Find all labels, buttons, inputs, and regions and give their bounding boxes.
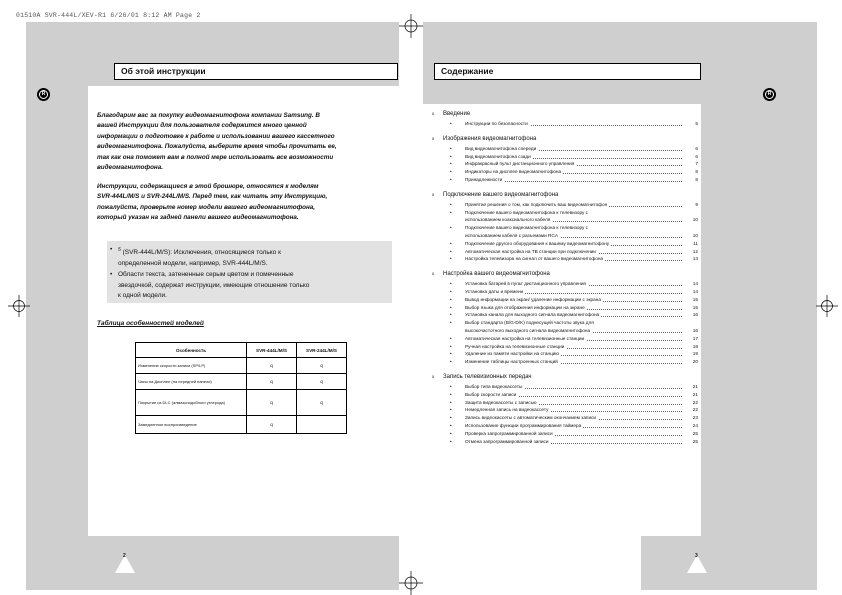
- toc-section-title: Подключение вашего видеомагнитофона: [443, 191, 559, 198]
- toc-entry: [450, 153, 698, 161]
- toc-entry-label: Запись видеокассеты с автоматическим окончанием записи: [465, 415, 597, 421]
- toc-entry-bullet: •: [450, 296, 452, 302]
- table-header-row: [136, 343, 347, 358]
- toc-entry-page: 14: [692, 281, 698, 287]
- right-region-badge: R: [763, 88, 776, 101]
- table-cell-mark: q: [247, 358, 297, 374]
- toc-entry-label: Инструкции по безопасности: [465, 121, 528, 126]
- note-2-line-1: Области текста, затененные серым цветом и помеченные: [118, 271, 294, 278]
- intro-paragraph-1-line: информации о подготовке к работе и использовании вашего кассетного: [97, 132, 335, 140]
- toc-entry: [450, 320, 698, 327]
- toc-entry-page: 10: [692, 233, 698, 238]
- toc-entry-label: высокочастотного выходного сигнала видеомагнитофона: [465, 328, 591, 333]
- toc-entry-bullet: •: [450, 351, 452, 357]
- toc-entry-label: Выбор типа видеокассеты: [465, 384, 523, 389]
- toc-entry-page: 6: [695, 153, 698, 159]
- toc-section-heading: [432, 192, 558, 198]
- toc-entry: [450, 281, 698, 288]
- toc-entry-label: Отмена запрограммированной записи: [465, 438, 549, 444]
- registration-mark-left: [8, 295, 30, 317]
- left-page-title: Об этой инструкции: [114, 63, 398, 80]
- toc-entry-page: 9: [695, 201, 698, 207]
- intro-paragraph-2-line: SVR-444L/M/S и SVR-244L/M/S. Перед тем, как читать эту Инструкцию,: [97, 193, 328, 201]
- toc-entry: [450, 304, 698, 312]
- toc-entry: [450, 209, 698, 217]
- toc-entry-label: Вывод информации на экран/ удаление информации с экрана: [465, 296, 601, 302]
- toc-entry-label: Выбор языка для отображения информации на экране: [465, 304, 585, 310]
- toc-entry-bullet: •: [450, 177, 452, 182]
- toc-entry-bullet: •: [450, 281, 452, 287]
- table-row: [136, 374, 347, 390]
- table-header-feature: Особенность: [136, 343, 247, 358]
- toc-section-title: Запись телевизионных передач: [443, 374, 532, 380]
- toc-entry-bullet: •: [450, 209, 452, 215]
- toc-entry-bullet: •: [450, 201, 452, 207]
- toc-entry: [450, 399, 698, 407]
- right-page-number: 3: [695, 553, 698, 559]
- toc-entry: [450, 335, 698, 343]
- registration-mark-bottom: [399, 571, 423, 595]
- note-1-line-2: определенной модели, например, SVR-444L/M/S.: [118, 259, 268, 267]
- toc-entry-page: 11: [693, 240, 698, 246]
- table-cell-mark: q: [297, 390, 347, 416]
- toc-entry-label: Выбор скорости записи: [465, 391, 517, 397]
- toc-entry: [450, 359, 698, 366]
- toc-entry: [450, 256, 698, 263]
- toc-entry: [450, 248, 698, 256]
- intro-paragraph-1-line: Благодарим вас за покупку видеомагнитофона компании Samsung. В: [97, 112, 320, 119]
- left-page-number: 2: [123, 553, 126, 559]
- toc-entry-page: 15: [692, 296, 698, 302]
- toc-entry-bullet: •: [450, 145, 452, 151]
- toc-section-marker: x: [432, 374, 435, 379]
- right-page-title: Содержание: [434, 63, 701, 80]
- toc-entry: [450, 225, 698, 232]
- toc-entry-bullet: •: [450, 343, 452, 349]
- table-cell-mark: q: [297, 374, 347, 390]
- intro-paragraph-1: [97, 111, 387, 173]
- toc-entry: [450, 407, 698, 414]
- toc-entry-label: Вид видеомагнитофона спереди: [465, 145, 537, 151]
- toc-entry-label: Принадлежности: [465, 177, 503, 182]
- toc-entry: [450, 145, 698, 153]
- toc-entry-page: 22: [692, 399, 698, 405]
- feature-table-title: Таблица особенностей моделей: [97, 320, 204, 327]
- intro-paragraph-1-line: так как она поможет вам в полной мере использовать все возможности: [97, 153, 334, 161]
- toc-entry-label: Проверка запрограммированной записи: [465, 430, 553, 436]
- toc-entry-bullet: •: [450, 256, 452, 262]
- toc-entry: [450, 240, 698, 248]
- table-cell-mark: q: [297, 358, 347, 374]
- toc-entry-bullet: •: [450, 430, 452, 436]
- toc-entry-label: Принятие решения о том, как подключить ваш видеомагнитофон: [465, 201, 608, 207]
- toc-section-marker: x: [432, 135, 435, 141]
- toc-entry-label: Немедленная запись на видеокассету: [465, 407, 549, 413]
- toc-entry-label: Защита видеокассеты с записью: [465, 399, 537, 405]
- toc-section-marker: x: [432, 111, 435, 116]
- toc-entry: [450, 289, 698, 296]
- toc-entry-label: Инфракрасный пульт дистанционного управления: [465, 161, 575, 167]
- toc-entry-bullet: •: [450, 384, 452, 389]
- toc-section-marker: x: [432, 271, 435, 277]
- toc-entry-page: 18: [692, 343, 698, 349]
- toc-entry: [450, 423, 698, 430]
- toc-entry: [450, 351, 698, 358]
- toc-entry-page: 16: [692, 312, 698, 318]
- toc-entry: [450, 415, 698, 422]
- toc-entry-bullet: •: [450, 438, 452, 444]
- intro-paragraph-1-line: видеомагнитофона. Пожалуйста, выберите время чтобы прочитать ее,: [97, 143, 337, 151]
- toc-entry-bullet: •: [450, 121, 452, 126]
- table-row: [136, 358, 347, 374]
- toc-entry-bullet: •: [450, 415, 452, 421]
- toc-entry-page: 8: [695, 169, 698, 175]
- intro-paragraph-1-line: видеомагнитофона.: [97, 164, 163, 172]
- note-2-line-3: к одной модели.: [118, 292, 167, 299]
- toc-entry-page: 23: [692, 415, 698, 421]
- toc-section-title: Изображения видеомагнитофона: [443, 135, 537, 142]
- toc-entry-page: 22: [692, 407, 698, 413]
- toc-entry-page: 15: [692, 304, 698, 310]
- intro-paragraph-2: [97, 182, 387, 224]
- table-cell-mark: q: [247, 390, 297, 416]
- intro-paragraph-2-line: Инструкции, содержащиеся в этой брошюре, относятся к моделям: [97, 183, 319, 190]
- toc-section-heading: [432, 374, 532, 380]
- feature-table: [135, 342, 347, 434]
- toc-entry-label: Установка батарей в пульт дистанционного управления: [465, 281, 586, 287]
- registration-mark-top: [399, 14, 423, 38]
- toc-section-marker: x: [432, 191, 435, 197]
- note-1: [110, 245, 390, 269]
- toc-entry: [450, 296, 698, 304]
- intro-paragraph-2-line: пожалуйста, проверьте номер модели вашего видеомагнитофона,: [97, 203, 316, 211]
- toc-entry-page: 13: [692, 256, 698, 262]
- table-cell-feature: Замедленное воспроизведение: [136, 416, 247, 434]
- left-region-badge: R: [37, 88, 50, 101]
- toc-entry: [450, 121, 698, 128]
- table-cell-mark: [297, 416, 347, 434]
- toc-entry-label: Подключение другого оборудования к вашему видеомагнитофону: [465, 240, 610, 246]
- toc-entry: [450, 391, 698, 399]
- toc-entry: [454, 217, 698, 224]
- toc-entry-bullet: •: [450, 399, 452, 405]
- toc-entry-page: 24: [692, 423, 698, 428]
- toc-entry-label: Выбор стандарта (B/G-D/K) поднесущей частоты звука для: [465, 320, 594, 326]
- intro-paragraph-2-line: который указан на задней панели вашего видеомагнитофона.: [97, 214, 299, 222]
- toc-entry-label: Подключение вашего видеомагнитофона к телевизору с: [465, 209, 589, 215]
- toc-entry-label: Автоматическая настройка на ТВ станции при подключении: [465, 248, 596, 254]
- toc-entry-bullet: •: [450, 407, 452, 413]
- toc-entry-page: 5: [695, 121, 698, 126]
- toc-entry-page: 21: [692, 391, 698, 397]
- toc-entry-label: Установка даты и времени: [465, 289, 524, 294]
- toc-entry-bullet: •: [450, 359, 452, 365]
- toc-entry: [450, 430, 698, 438]
- toc-entry-label: Индикаторы на дисплее видеомагнитофона: [465, 169, 562, 175]
- toc-entry-page: 25: [692, 430, 698, 436]
- toc-entry-bullet: •: [450, 312, 452, 318]
- toc-entry-label: использованием коаксиального кабеля: [465, 217, 551, 223]
- toc-entry-page: 21: [692, 384, 698, 389]
- toc-entry-bullet: •: [450, 248, 452, 254]
- toc-entry-label: Настройка телевизора на сигнал от вашего видеомагнитофона: [465, 256, 604, 262]
- table-cell-mark: q: [247, 416, 297, 434]
- table-cell-feature: Изменение скорости записи (SP/LP): [136, 358, 247, 374]
- toc-entry: [450, 161, 698, 168]
- toc-section-title: Введение: [443, 111, 471, 117]
- toc-entry-bullet: •: [450, 320, 452, 326]
- toc-entry-bullet: •: [450, 423, 452, 428]
- toc-entry-page: 19: [692, 351, 698, 357]
- note-1-line-1: (SVR-444L/M/S): Исключения, относящиеся только к: [122, 249, 281, 257]
- note-bullet: •: [110, 246, 113, 253]
- toc-entry: [450, 312, 698, 319]
- toc-entry-label: Установка канала для выходного сигнала видеомагнитофона: [465, 312, 600, 318]
- toc-entry-bullet: •: [450, 304, 452, 310]
- toc-section-heading: [432, 136, 536, 142]
- toc-entry-page: 14: [692, 289, 698, 294]
- toc-entry-bullet: •: [450, 225, 452, 231]
- toc-entry-bullet: •: [450, 240, 452, 246]
- toc-entry-label: Использование функции программирования таймера: [465, 423, 582, 428]
- toc-entry-page: 16: [692, 328, 698, 333]
- toc-entry-label: Изменение таблицы настроенных станций: [465, 359, 558, 365]
- toc-entry: [450, 169, 698, 176]
- toc-entry-page: 10: [692, 217, 698, 223]
- toc-entry-page: 6: [695, 145, 698, 151]
- toc-entry: [454, 233, 698, 240]
- toc-entry-page: 25: [692, 438, 698, 444]
- table-cell-feature: Покрытие из DLC (алмазоподобного углерода): [136, 390, 247, 416]
- toc-entry-bullet: •: [450, 391, 452, 397]
- toc-entry-label: Вид видеомагнитофона сзади: [465, 153, 531, 159]
- table-cell-mark: q: [247, 374, 297, 390]
- note-2-line-2: звездочкой, содержат инструкции, имеющие отношение только: [118, 281, 310, 289]
- toc-entry: [450, 343, 698, 351]
- toc-entry-label: Подключение вашего видеомагнитофона к телевизору с: [465, 225, 589, 231]
- table-row: [136, 416, 347, 434]
- toc-entry-bullet: •: [450, 289, 452, 294]
- note-star-mark: 5: [118, 247, 121, 253]
- table-header-model-444: SVR-444L/M/S: [247, 343, 297, 358]
- toc-entry-label: Ручная настройка на телевизионные станции: [465, 343, 565, 349]
- intro-paragraph-1-line: вашей Инструкции для пользователя содержится много ценной: [97, 122, 307, 130]
- toc-entry-bullet: •: [450, 335, 452, 341]
- toc-section-heading: [432, 111, 470, 117]
- toc-section-heading: [432, 271, 550, 277]
- registration-mark-right: [816, 295, 838, 317]
- toc-entry-page: 20: [692, 359, 698, 365]
- toc-entry: [450, 177, 698, 184]
- note-2: [110, 270, 390, 302]
- toc-entry-label: Удаление из памяти настройки на станцию: [465, 351, 559, 357]
- toc-entry-page: 7: [695, 161, 698, 167]
- toc-entry-label: Автоматическая настройка на телевизионные станции: [465, 335, 585, 341]
- print-header: 01510A SVR-444L/XEV-R1 6/26/01 8:12 AM Page 2: [16, 12, 201, 19]
- note-bullet: •: [110, 271, 113, 278]
- table-header-model-244: SVR-244L/M/S: [297, 343, 347, 358]
- toc-section-title: Настройка вашего видеомагнитофона: [443, 271, 550, 278]
- toc-entry-page: 8: [695, 177, 698, 182]
- toc-entry-bullet: •: [450, 161, 452, 167]
- toc-entry: [454, 328, 698, 335]
- toc-entry: [450, 384, 698, 391]
- toc-entry-label: использованием кабеля с разъемами RCA: [465, 233, 558, 238]
- toc-entry-bullet: •: [450, 153, 452, 159]
- toc-entry-page: 12: [692, 248, 698, 254]
- table-cell-feature: Часы на Дисплее (на передней панели): [136, 374, 247, 390]
- table-row: [136, 390, 347, 416]
- toc-entry-page: 17: [692, 335, 698, 341]
- toc-entry-bullet: •: [450, 169, 452, 175]
- toc-entry: [450, 438, 698, 446]
- toc-entry: [450, 201, 698, 209]
